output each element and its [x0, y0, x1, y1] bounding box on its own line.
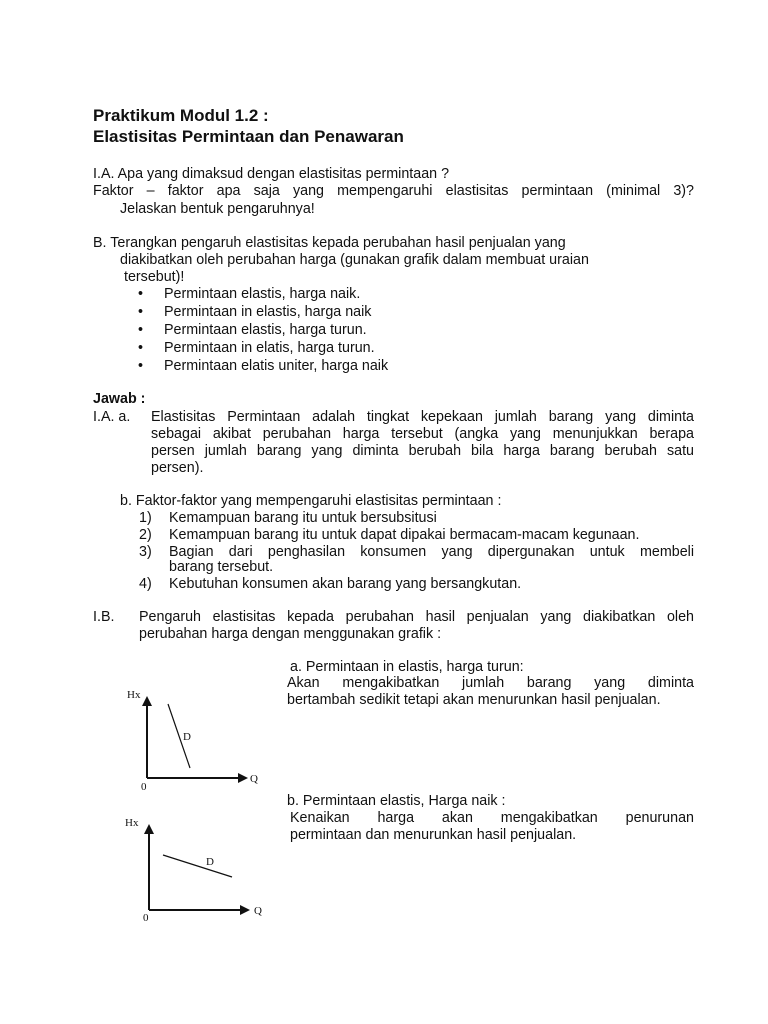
graph-2-x-label: Q [254, 905, 262, 917]
list-item-continuation: barang tersebut. [169, 559, 274, 575]
list-item-text: Bagian dari penghasilan konsumen yang dipergunakan untuk membeli [169, 544, 694, 560]
case-b-line-1: Kenaikan harga akan mengakibatkan penurunan [290, 810, 694, 826]
question-ia-line-1: I.A. Apa yang dimaksud dengan elastisitas permintaan ? [93, 166, 450, 182]
list-item-text: Permintaan elastis, harga naik. [164, 286, 361, 302]
answer-ib-line-2: perubahan harga dengan menggunakan grafik : [139, 626, 442, 642]
graph-2-y-label: Hx [125, 817, 139, 829]
answer-ia-a-line-2: sebagai akibat perubahan harga tersebut (angka yang menunjukkan berapa [151, 426, 694, 442]
list-item-text: Permintaan elatis uniter, harga naik [164, 358, 389, 374]
graph-2-y-arrow-icon [144, 824, 154, 834]
answer-ib-line-1: Pengaruh elastisitas kepada perubahan hasil penjualan yang diakibatkan oleh [139, 609, 694, 625]
title-line-1: Praktikum Modul 1.2 : [93, 106, 269, 125]
question-b-line-1: B. Terangkan pengaruh elastisitas kepada perubahan hasil penjualan yang [93, 235, 566, 251]
case-b-line-2: permintaan dan menurunkan hasil penjualan. [290, 827, 577, 843]
answer-b-heading: b. Faktor-faktor yang mempengaruhi elastisitas permintaan : [120, 493, 502, 509]
graph-2-x-arrow-icon [240, 905, 250, 915]
answer-ia-a-line-1: Elastisitas Permintaan adalah tingkat kepekaan jumlah barang yang diminta [151, 409, 694, 425]
question-ia-line-2: Faktor – faktor apa saja yang mempengaruhi elastisitas permintaan (minimal 3)? [93, 183, 694, 199]
list-item-text: Kemampuan barang itu untuk bersubsitusi [169, 510, 437, 526]
answer-ia-a-label: I.A. a. [93, 409, 131, 425]
case-a-heading: a. Permintaan in elastis, harga turun: [290, 659, 524, 675]
graph-1-origin-label: 0 [141, 781, 147, 793]
bullet-icon: • [138, 340, 144, 356]
list-item-text: Kemampuan barang itu untuk dapat dipakai bermacam-macam kegunaan. [169, 527, 640, 543]
list-item-number: 3) [139, 544, 152, 560]
graph-2-curve-label: D [206, 856, 214, 868]
bullet-icon: • [138, 358, 144, 374]
graph-1-x-label: Q [250, 773, 258, 785]
graph-2-origin-label: 0 [143, 912, 149, 924]
case-a-line-2: bertambah sedikit tetapi akan menurunkan hasil penjualan. [287, 692, 661, 708]
answer-ib-label: I.B. [93, 609, 115, 625]
list-item-text: Permintaan in elastis, harga naik [164, 304, 372, 320]
question-b-line-2: diakibatkan oleh perubahan harga (gunakan grafik dalam membuat uraian [120, 252, 589, 268]
list-item-number: 2) [139, 527, 152, 543]
bullet-icon: • [138, 286, 144, 302]
question-b-line-3: tersebut)! [124, 269, 185, 285]
list-item-text: Kebutuhan konsumen akan barang yang bersangkutan. [169, 576, 522, 592]
answer-ia-a-line-4: persen). [151, 460, 204, 476]
bullet-icon: • [138, 304, 144, 320]
title-line-2: Elastisitas Permintaan dan Penawaran [93, 127, 404, 146]
answer-heading: Jawab : [93, 391, 146, 407]
list-item-text: Permintaan in elatis, harga turun. [164, 340, 375, 356]
list-item-text: Permintaan elastis, harga turun. [164, 322, 367, 338]
answer-ia-a-line-3: persen jumlah barang yang diminta berubah bila harga barang berubah satu [151, 443, 694, 459]
list-item-number: 1) [139, 510, 152, 526]
case-b-heading: b. Permintaan elastis, Harga naik : [287, 793, 506, 809]
question-ia-line-3: Jelaskan bentuk pengaruhnya! [120, 201, 315, 217]
graph-1-curve-label: D [183, 731, 191, 743]
list-item-number: 4) [139, 576, 152, 592]
graph-1-y-label: Hx [127, 689, 141, 701]
case-a-line-1: Akan mengakibatkan jumlah barang yang diminta [287, 675, 694, 691]
bullet-icon: • [138, 322, 144, 338]
graph-2-demand-curve [163, 855, 232, 877]
